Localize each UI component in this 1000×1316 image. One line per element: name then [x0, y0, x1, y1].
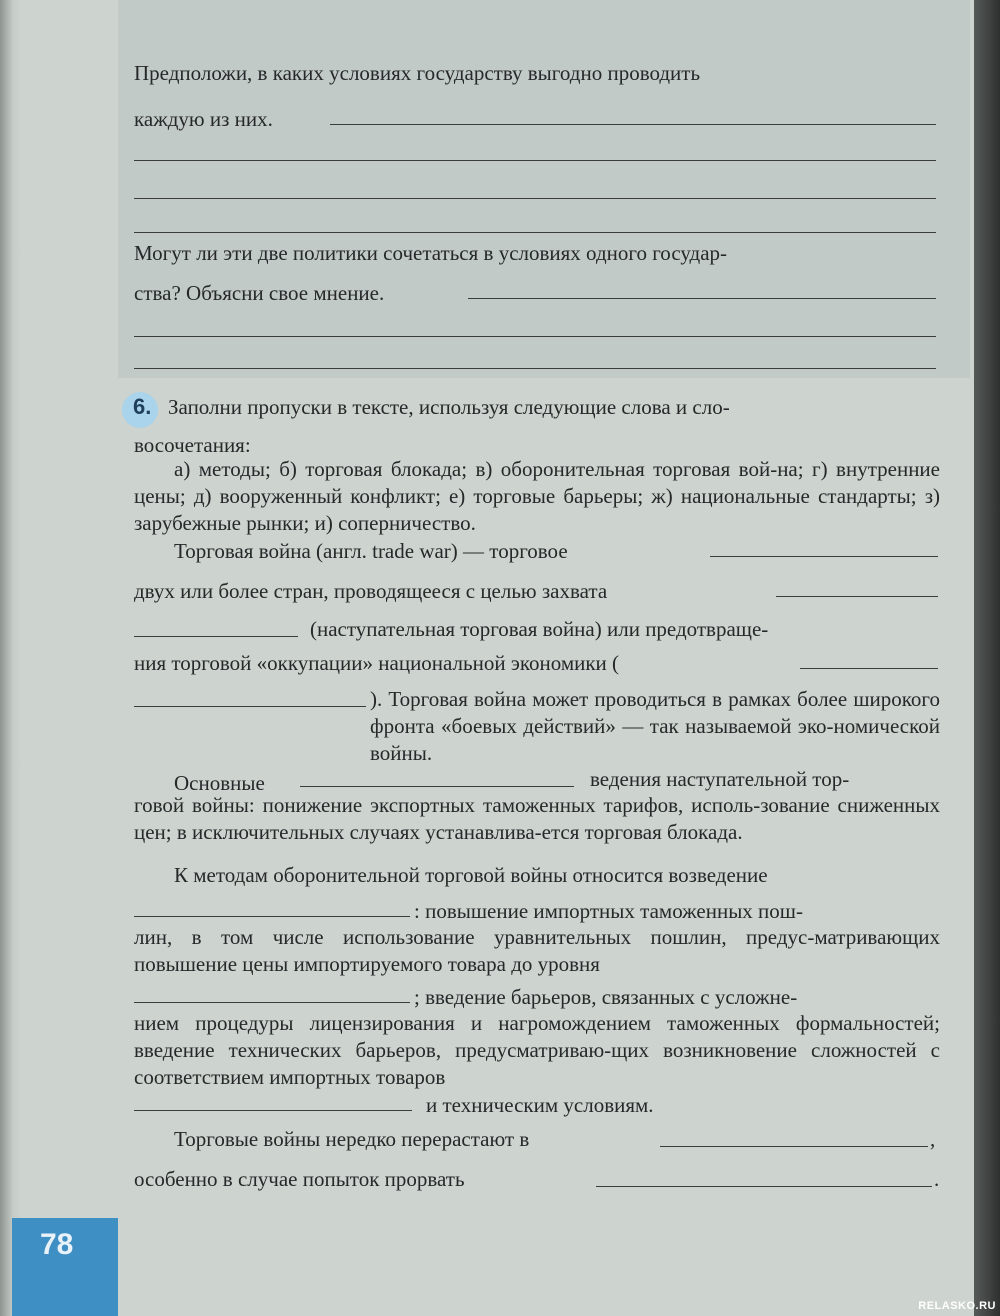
fill-in-blank[interactable]	[800, 668, 938, 669]
paragraph-2-start: Основные	[174, 771, 265, 795]
paragraph-3-line-2: : повышение импортных таможенных пош-	[414, 899, 803, 923]
shaded-question-area	[118, 0, 970, 378]
paragraph-1-line-2: двух или более стран, проводящееся с целью захвата	[134, 579, 608, 603]
task-6-instruction: Заполни пропуски в тексте, используя следующие слова и сло-	[168, 395, 730, 419]
paragraph-2-line-1: ведения наступательной тор-	[590, 767, 850, 791]
fill-in-blank[interactable]	[134, 706, 366, 707]
paragraph-2-rest: говой войны: понижение экспортных таможенных тарифов, исполь-зование сниженных цен; в исключительных случаях устанавлива-ется торговая блокада.	[134, 793, 940, 844]
paragraph-3-end: и техническим условиям.	[426, 1093, 654, 1117]
task-number: 6.	[133, 394, 152, 419]
fill-in-blank[interactable]	[134, 1002, 410, 1003]
fill-in-blank[interactable]	[776, 596, 938, 597]
paragraph-3-line-3: лин, в том числе использование уравнительных пошлин, предус-матривающих повышение цены импортируемого товара до уровня	[134, 925, 940, 976]
question-1-line-1: Предположи, в каких условиях государству выгодно проводить	[134, 61, 701, 85]
paragraph-4-line-1: Торговые войны нередко перерастают в	[174, 1127, 530, 1151]
fill-in-blank[interactable]	[134, 636, 298, 637]
fill-in-blank[interactable]	[660, 1146, 928, 1147]
paragraph-1-line-4: ния торговой «оккупации» национальной экономики (	[134, 651, 620, 675]
answer-line[interactable]	[134, 336, 936, 337]
word-options-list: а) методы; б) торговая блокада; в) оборонительная торговая вой-на; г) внутренние цены; д) вооруженный конфликт; е) торговые барьеры; ж) национальные стандарты; з) зарубежные рынки; и) соперничество.	[134, 457, 940, 535]
answer-line[interactable]	[134, 232, 936, 233]
period: .	[934, 1167, 940, 1191]
fill-in-blank[interactable]	[134, 916, 410, 917]
fill-in-blank[interactable]	[710, 556, 938, 557]
fill-in-blank[interactable]	[300, 786, 574, 787]
question-2-line-2: ства? Объясни свое мнение.	[134, 281, 385, 305]
paragraph-1-line-3: (наступательная торговая война) или предотвраще-	[310, 617, 769, 641]
answer-line[interactable]	[330, 124, 936, 125]
page-stack-edge	[0, 0, 22, 1316]
page-number: 78	[40, 1228, 74, 1261]
fill-in-blank[interactable]	[134, 1110, 412, 1111]
paragraph-4-line-2: особенно в случае попыток прорвать	[134, 1167, 465, 1191]
question-1-line-2: каждую из них.	[134, 107, 273, 131]
paragraph-1-line-1: Торговая война (англ. trade war) — торговое	[174, 539, 568, 563]
comma: ,	[930, 1127, 936, 1151]
answer-line[interactable]	[468, 298, 936, 299]
answer-line[interactable]	[134, 160, 936, 161]
paragraph-3-line-4: ; введение барьеров, связанных с усложне-	[414, 985, 798, 1009]
task-6-instruction-cont: восочетания:	[134, 433, 251, 457]
book-binding-edge	[974, 0, 1000, 1316]
fill-in-blank[interactable]	[596, 1186, 932, 1187]
watermark: RELASKO.RU	[918, 1300, 996, 1312]
answer-line[interactable]	[134, 368, 936, 369]
paragraph-3-line-5: нием процедуры лицензирования и нагромождением таможенных формальностей; введение технических барьеров, предусматриваю-щих возникновение сложностей с соответствием импортных товаров	[134, 1011, 940, 1089]
question-2-line-1: Могут ли эти две политики сочетаться в условиях одного государ-	[134, 241, 728, 265]
paragraph-3-line-1: К методам оборонительной торговой войны относится возведение	[174, 863, 768, 887]
answer-line[interactable]	[134, 198, 936, 199]
paragraph-1-rest: ). Торговая война может проводиться в рамках более широкого фронта «боевых действий» — так называемой эко-номической войны.	[370, 687, 940, 765]
